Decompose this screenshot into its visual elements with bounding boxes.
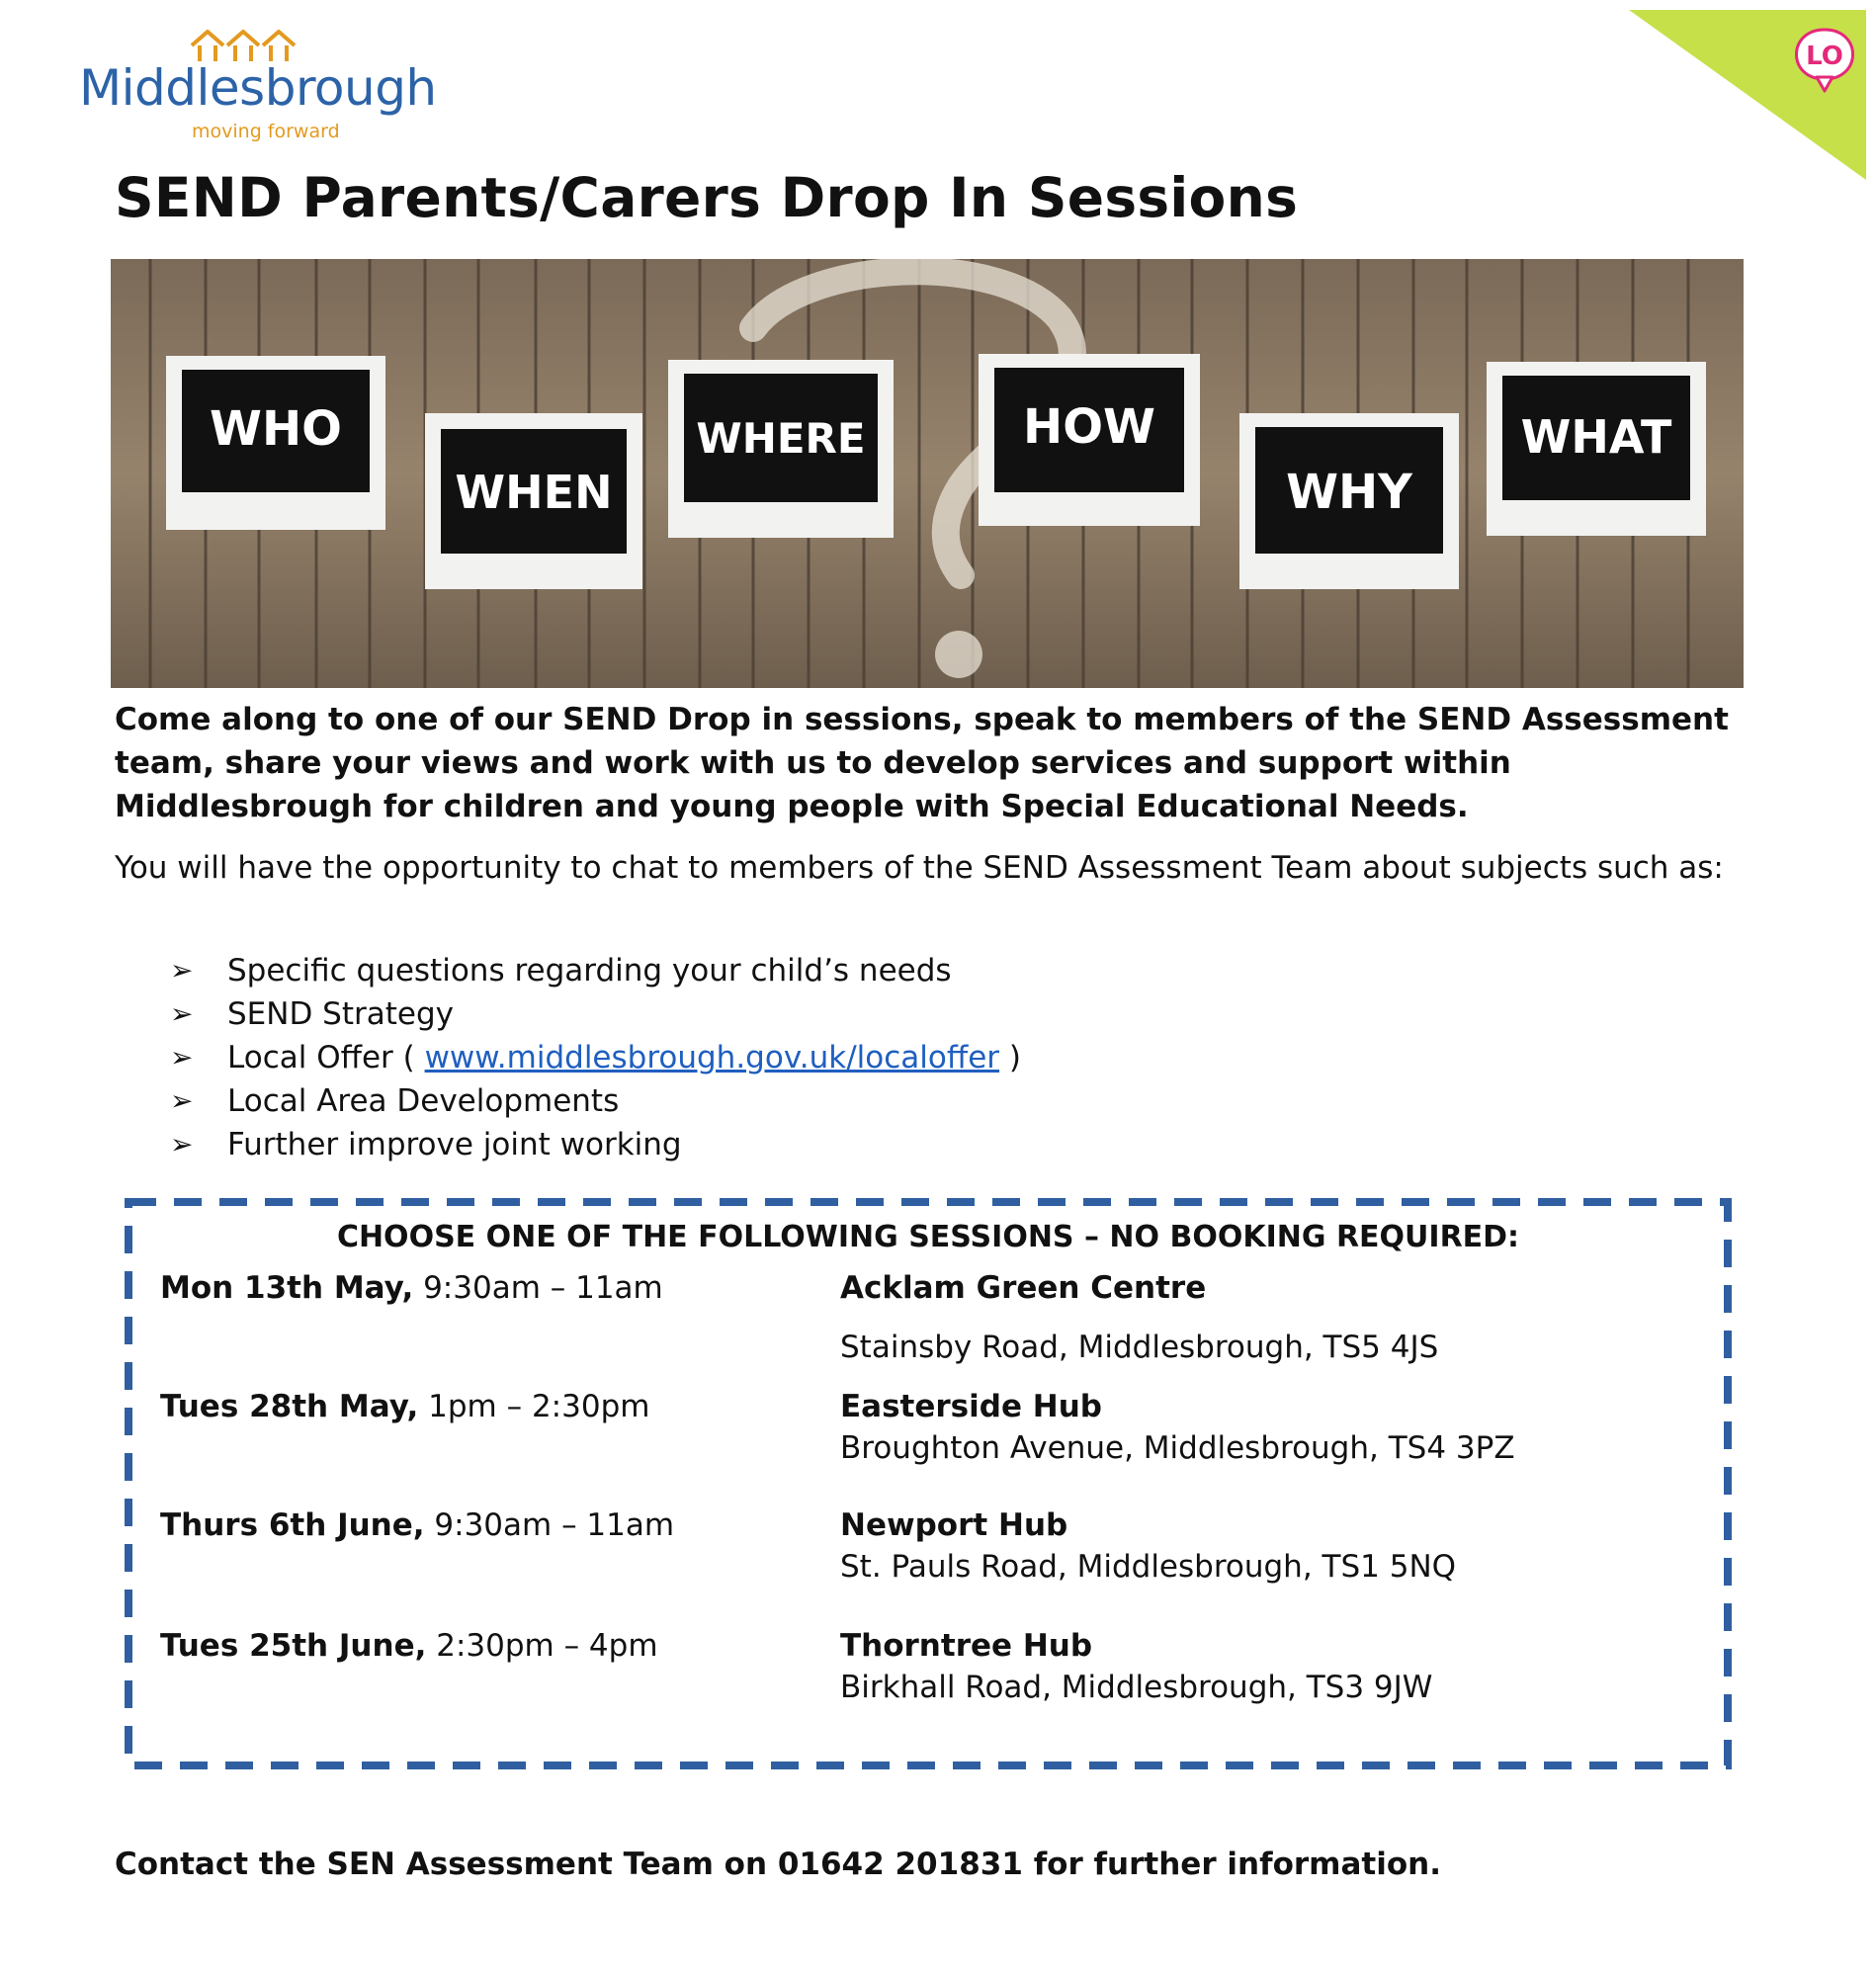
session-venue: Acklam Green Centre Stainsby Road, Middlesbrough, TS5 4JS [840, 1270, 1439, 1365]
topics-list [170, 949, 1021, 1166]
banner-word-where: WHERE [696, 414, 866, 463]
lo-badge-text: LO [1806, 42, 1843, 71]
list-item: ➢ SEND Strategy [170, 992, 1021, 1036]
arrow-bullet-icon: ➢ [170, 1084, 194, 1117]
banner-word-what: WHAT [1520, 410, 1672, 464]
session-venue: Easterside Hub Broughton Avenue, Middlesbrough, TS4 3PZ [840, 1389, 1515, 1466]
session-venue: Newport Hub St. Pauls Road, Middlesbrough, TS1 5NQ [840, 1507, 1457, 1585]
logo-houses-icon [188, 28, 306, 63]
contact-line: Contact the SEN Assessment Team on 01642 201831 for further information. [115, 1847, 1441, 1882]
logo-name: Middlesbrough [79, 59, 437, 117]
question-words-banner [111, 259, 1744, 688]
sessions-box [125, 1198, 1732, 1769]
banner-word-who: WHO [210, 401, 342, 457]
banner-word-why: WHY [1286, 465, 1412, 520]
session-when: Mon 13th May, 9:30am – 11am [160, 1270, 663, 1306]
session-venue: Thorntree Hub Birkhall Road, Middlesbrough, TS3 9JW [840, 1628, 1433, 1705]
banner-word-how: HOW [1023, 399, 1155, 455]
list-item: ➢ Local Area Developments [170, 1079, 1021, 1123]
middlesbrough-logo [79, 28, 437, 142]
intro-paragraph: Come along to one of our SEND Drop in sessions, speak to members of the SEND Assessment team, share your views and work with us to develop services and support within Middlesbrough for children and young people with Special Educational Needs. [115, 702, 1729, 824]
arrow-bullet-icon: ➢ [170, 997, 194, 1030]
lead-paragraph: You will have the opportunity to chat to members of the SEND Assessment Team about subjects such as: [115, 850, 1724, 886]
logo-tagline: moving forward [192, 121, 340, 142]
page-title: SEND Parents/Carers Drop In Sessions [115, 166, 1299, 229]
local-offer-corner-badge [1619, 0, 1876, 188]
session-when: Thurs 6th June, 9:30am – 11am [160, 1507, 675, 1543]
arrow-bullet-icon: ➢ [170, 1128, 194, 1160]
arrow-bullet-icon: ➢ [170, 954, 194, 987]
local-offer-link[interactable]: www.middlesbrough.gov.uk/localoffer [424, 1040, 1000, 1075]
list-item: ➢ Specific questions regarding your child’s needs [170, 949, 1021, 992]
list-item: ➢ Local Offer ( www.middlesbrough.gov.uk/localoffer ) [170, 1036, 1021, 1079]
session-when: Tues 28th May, 1pm – 2:30pm [160, 1389, 650, 1424]
banner-word-when: WHEN [455, 466, 613, 519]
arrow-bullet-icon: ➢ [170, 1041, 194, 1074]
session-when: Tues 25th June, 2:30pm – 4pm [160, 1628, 658, 1664]
sessions-heading: CHOOSE ONE OF THE FOLLOWING SESSIONS – NO BOOKING REQUIRED: [336, 1220, 1520, 1254]
list-item: ➢ Further improve joint working [170, 1123, 1021, 1166]
